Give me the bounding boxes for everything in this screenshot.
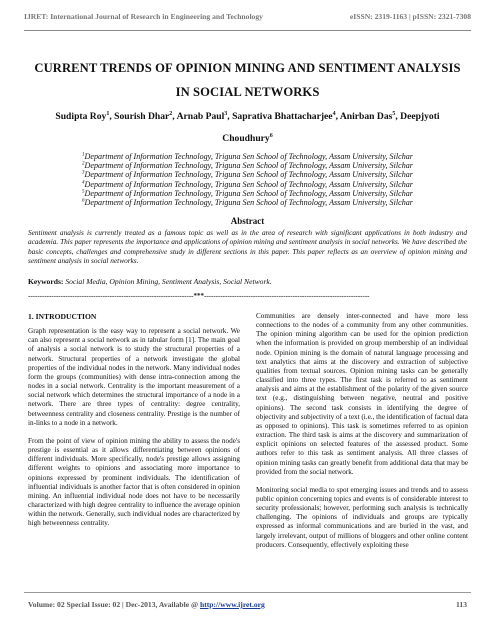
affiliation-list — [60, 152, 435, 207]
keywords-label: Keywords: — [28, 277, 64, 286]
journal-name: IJRET: International Journal of Research in Engineering and Technology — [24, 12, 263, 21]
paragraph: Monitoring social media to spot emerging issues and trends and to assess public opinion concerning topics and events is of considerable interest to security professionals; however, performing such analysis is technically challenging. The opinions of individuals and groups are typically expressed as informal communications and are buried in the vast, and largely irrelevant, output of millions of bloggers and other online content producers. Consequently, effectively exploiting these — [256, 485, 468, 549]
author: Sourish Dhar$^2$, — [114, 110, 177, 122]
author: Arnab Paul$^3$, — [176, 110, 233, 122]
volume-info: Volume: 02 Special Issue: 02 | Dec-2013, Available @ http://www.ijret.org — [28, 600, 265, 609]
author: Anirban Das$^5$, — [339, 110, 401, 122]
paragraph: Graph representation is the easy way to represent a social network. We can also represent a social network as in tabular form [1]. The main goal of analysis a social network is to study the structural properties of a network. Structural properties of a network investigate the global properties of the individual nodes in the network. Many individual nodes form the groups (communities) with dense intra-connection among the nodes in a social network. Centrality is the important measurement of a social network which determines the structural importance of a node in a network. There are three types of centrality: degree centrality, betweenness centrality and closeness centrality. Prestige is the number of in-links to a node in a network. — [28, 327, 240, 427]
issn-info: eISSN: 2319-1163 | pISSN: 2321-7308 — [349, 12, 471, 21]
page-number: 113 — [456, 600, 467, 609]
left-column — [28, 312, 240, 537]
page-footer — [28, 600, 467, 609]
section-separator: -----------------------------------------------------------------------***----------------------------------------------------------------------- — [28, 292, 370, 300]
abstract-heading: Abstract — [230, 216, 265, 226]
affiliation: $^2$Department of Information Technology, Triguna Sen School of Technology, Assam University, Silchar — [82, 161, 413, 171]
running-header — [24, 12, 471, 21]
footer-divider — [24, 592, 471, 593]
keywords — [28, 277, 467, 286]
affiliation: $^5$Department of Information Technology, Triguna Sen School of Technology, Assam University, Silchar — [82, 188, 413, 198]
keywords-text: Social Media, Opinion Mining, Sentiment Analysis, Social Network. — [63, 277, 272, 286]
journal-link[interactable]: http://www.ijret.org — [200, 600, 265, 609]
affiliation: $^6$Department of Information Technology, Triguna Sen School of Technology, Assam University, Silchar — [82, 198, 413, 208]
title-line-1: CURRENT TRENDS OF OPINION MINING AND SENTIMENT ANALYSIS — [34, 61, 461, 75]
author: Deepjyoti Choudhury$^6$ — [222, 111, 440, 144]
title-line-2: IN SOCIAL NETWORKS — [175, 85, 320, 99]
affiliation: $^1$Department of Information Technology, Triguna Sen School of Technology, Assam University, Silchar — [82, 152, 413, 161]
affiliation: $^3$Department of Information Technology, Triguna Sen School of Technology, Assam University, Silchar — [82, 170, 413, 180]
paper-title — [20, 56, 475, 104]
author-list — [30, 106, 465, 150]
affiliation: $^4$Department of Information Technology, Triguna Sen School of Technology, Assam University, Silchar — [82, 179, 413, 189]
author: Sudipta Roy$^1$, — [55, 110, 115, 122]
right-column — [256, 312, 468, 559]
author: Saprativa Bhattacharjee$^4$, — [232, 110, 340, 122]
paragraph: From the point of view of opinion mining the ability to assess the node's prestige is essential as it allows differentiating between opinions of different individuals. More specifically, node's prestige allows assigning different weights to opinions and associating more importance to opinions expressed by prominent individuals. The identification of influential individuals is another factor that is often considered in opinion mining. An influential individual node does not have to be necessarily characterized with high degree centrality to influence the average opinion within the network. Generally, such individual nodes are characterized by high betweenness centrality. — [28, 436, 240, 528]
header-divider — [24, 30, 471, 31]
paragraph: Communities are densely inter-connected and have more less connections to the nodes of a community from any other communities. The opinion mining algorithm can be used for the opinion prediction when the information is provided on group membership of an individual node. Opinion mining is the domain of natural language processing and text analytics that aims at the discovery and extraction of subjective qualities from textual sources. Opinion mining tasks can be generally classified into three types. The first task is referred to as sentiment analysis and aims at the establishment of the polarity of the given source text (e.g., distinguishing between negative, neutral and positive opinions). The second task consists in identifying the degree of objectivity and subjectivity of a text (i.e., the identification of factual data as opposed to opinions). This task is sometimes referred to as opinion extraction. The third task is aims at the discovery and summarization of explicit opinions on selected features of the assessed product. Some authors refer to this task as sentiment analysis. All three classes of opinion mining tasks can greatly benefit from additional data that may be provided from the social network. — [256, 312, 468, 476]
section-heading: 1. INTRODUCTION — [28, 312, 97, 321]
abstract-text: Sentiment analysis is currently treated as a famous topic as well as in the area of research with significant applications in both industry and academia. This paper represents the importance and applications of opinion mining and sentiment analysis in social networks. We have described the basic concepts, challenges and comprehensive study in different sections in this paper. This paper reflects as an overview of opinion mining and sentiment analysis in social networks. — [28, 228, 467, 265]
